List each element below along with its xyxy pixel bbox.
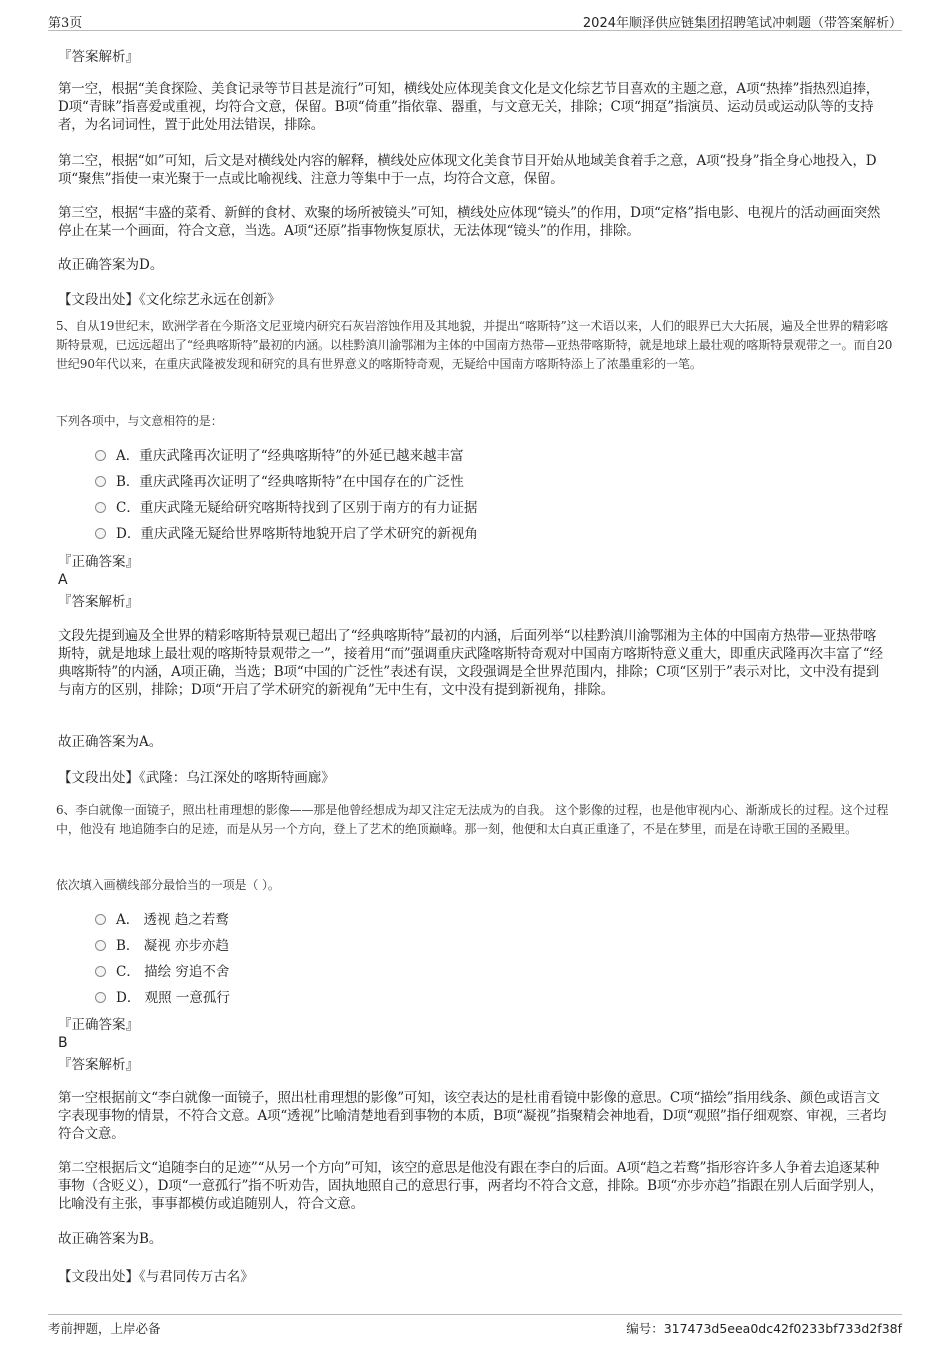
option-label: C． 描绘 穷追不舍 <box>116 964 230 980</box>
option-b[interactable] <box>95 936 229 956</box>
analysis-label: 『答案解析』 <box>58 594 139 610</box>
page-number: 第3页 <box>48 16 83 31</box>
radio-icon[interactable] <box>95 528 106 539</box>
option-label: B． 凝视 亦步亦趋 <box>116 938 230 954</box>
option-label: D．重庆武隆无疑给世界喀斯特地貌开启了学术研究的新视角 <box>116 526 478 542</box>
analysis-paragraph: 第三空，根据“丰盛的菜肴、新鲜的食材、欢聚的场所被镜头”可知，横线处应体现“镜头”的作用，D项“定格”指电影、电视片的活动画面突然停止在某一个画面，符合文意，当选。A项“还原”指事物恢复原状，无法体现“镜头”的作用，排除。 <box>58 205 881 239</box>
correct-answer-label: 『正确答案』 <box>58 1017 139 1033</box>
radio-icon[interactable] <box>95 966 106 977</box>
passage-source: 【文段出处】《与君同传万古名》 <box>58 1269 254 1285</box>
option-label: B．重庆武隆再次证明了“经典喀斯特”在中国存在的广泛性 <box>116 474 464 490</box>
passage-source: 【文段出处】《武隆：乌江深处的喀斯特画廊》 <box>58 770 335 786</box>
correct-answer-label: 『正确答案』 <box>58 554 139 570</box>
question-text: 5、自从19世纪末，欧洲学者在今斯洛文尼亚境内研究石灰岩溶蚀作用及其地貌，并提出“喀斯特”这一术语以来，人们的眼界已大大拓展，遍及全世界的精彩喀斯特景观，已远远超出了“经典喀斯特”最初的内涵。以桂黔滇川渝鄂湘为主体的中国南方热带—亚热带喀斯特，就是地球上最壮观的喀斯特景观带之一。而自20世纪90年代以来，在重庆武隆被发现和研究的具有世界意义的喀斯特奇观，无疑给中国南方喀斯特添上了浓墨重彩的一笔。 <box>56 319 893 371</box>
option-d[interactable] <box>95 988 230 1008</box>
analysis-label: 『答案解析』 <box>58 1057 139 1073</box>
analysis-paragraph: 文段先提到遍及全世界的精彩喀斯特景观已超出了“经典喀斯特”最初的内涵，后面列举“以桂黔滇川渝鄂湘为主体的中国南方热带—亚热带喀斯特，就是地球上最壮观的喀斯特景观带之一”，接着用“而”强调重庆武隆喀斯特奇观对中国南方喀斯特意义重大，即重庆武隆再次丰富了“经典喀斯特”的内涵，A项正确，当选；B项“中国的广泛性”表述有误，文段强调是全世界范围内，排除；C项“区别于”表示对比，文中没有提到与南方的区别，排除；D项“开启了学术研究的新视角”无中生有，文中没有提到新视角，排除。 <box>58 628 883 698</box>
option-a[interactable] <box>95 446 464 466</box>
radio-icon[interactable] <box>95 914 106 925</box>
question-prompt: 下列各项中，与文意相符的是： <box>56 414 223 428</box>
answer-conclusion: 故正确答案为D。 <box>58 257 164 273</box>
option-a[interactable] <box>95 910 229 930</box>
option-label: C．重庆武隆无疑给研究喀斯特找到了区别于南方的有力证据 <box>116 500 478 516</box>
analysis-paragraph: 第一空，根据“美食探险、美食记录等节目甚是流行”可知，横线处应体现美食文化是文化综艺节目喜欢的主题之意，A项“热捧”指热烈追捧，D项“青睐”指喜爱或重视，均符合文意，保留。B项“倚重”指依靠、器重，与文意无关，排除；C项“拥趸”指演员、运动员或运动队等的支持者，为名词词性，置于此处用法错误，排除。 <box>58 81 880 133</box>
question-prompt: 依次填入画横线部分最恰当的一项是（ ）。 <box>56 878 280 892</box>
correct-answer: B <box>58 1035 68 1051</box>
radio-icon[interactable] <box>95 450 106 461</box>
correct-answer: A <box>58 572 68 588</box>
radio-icon[interactable] <box>95 502 106 513</box>
radio-icon[interactable] <box>95 940 106 951</box>
analysis-paragraph: 第二空根据后文“追随李白的足迹”“从另一个方向”可知，该空的意思是他没有跟在李白的后面。A项“趋之若鹜”指形容许多人争着去追逐某种事物（含贬义），D项“一意孤行”指不听劝告，固执地照自己的意思行事，两者均不符合文意，排除。B项“亦步亦趋”指跟在别人后面学别人，比喻没有主张，事事都模仿或追随别人，符合文意。 <box>58 1160 884 1212</box>
radio-icon[interactable] <box>95 476 106 487</box>
answer-conclusion: 故正确答案为B。 <box>58 1231 163 1247</box>
option-label: A．重庆武隆再次证明了“经典喀斯特”的外延已越来越丰富 <box>116 448 464 464</box>
option-label: D． 观照 一意孤行 <box>116 990 230 1006</box>
option-d[interactable] <box>95 524 478 544</box>
passage-source: 【文段出处】《文化综艺永远在创新》 <box>58 292 281 308</box>
analysis-paragraph: 第二空，根据“如”可知，后文是对横线处内容的解释，横线处应体现文化美食节目开始从地域美食着手之意，A项“投身”指全身心地投入，D项“聚焦”指使一束光聚于一点或比喻视线、注意力等集中于一点，均符合文意，保留。 <box>58 153 877 187</box>
option-label: A． 透视 趋之若鹜 <box>116 912 229 928</box>
analysis-label: 『答案解析』 <box>58 49 139 65</box>
document-id: 编号：317473d5eea0dc42f0233bf733d2f38f <box>626 1321 902 1336</box>
option-c[interactable] <box>95 498 477 518</box>
document-title: 2024年顺泽供应链集团招聘笔试冲刺题（带答案解析） <box>582 16 902 31</box>
answer-conclusion: 故正确答案为A。 <box>58 734 163 750</box>
analysis-paragraph: 第一空根据前文“李白就像一面镜子，照出杜甫理想的影像”可知，该空表达的是杜甫看镜中影像的意思。C项“描绘”指用线条、颜色或语言文字表现事物的情景，不符合文意。A项“透视”比喻清楚地看到事物的本质，B项“凝视”指聚精会神地看，D项“观照”指仔细观察、审视，三者均符合文意。 <box>58 1090 887 1142</box>
question-text: 6、李白就像一面镜子，照出杜甫理想的影像——那是他曾经想成为却又注定无法成为的自我。 这个影像的过程，也是他审视内心、渐渐成长的过程。这个过程中，他没有 地追随李白的足迹，而是从另一个方向，登上了艺术的绝顶巅峰。那一刻，他便和太白真正重逢了，不是在梦里，而是在诗歌王国的圣殿里。 <box>56 803 889 836</box>
page-footer <box>48 1314 902 1339</box>
footer-slogan: 考前押题，上岸必备 <box>48 1321 161 1336</box>
option-b[interactable] <box>95 472 464 492</box>
radio-icon[interactable] <box>95 992 106 1003</box>
page-header <box>48 8 902 31</box>
option-c[interactable] <box>95 962 229 982</box>
